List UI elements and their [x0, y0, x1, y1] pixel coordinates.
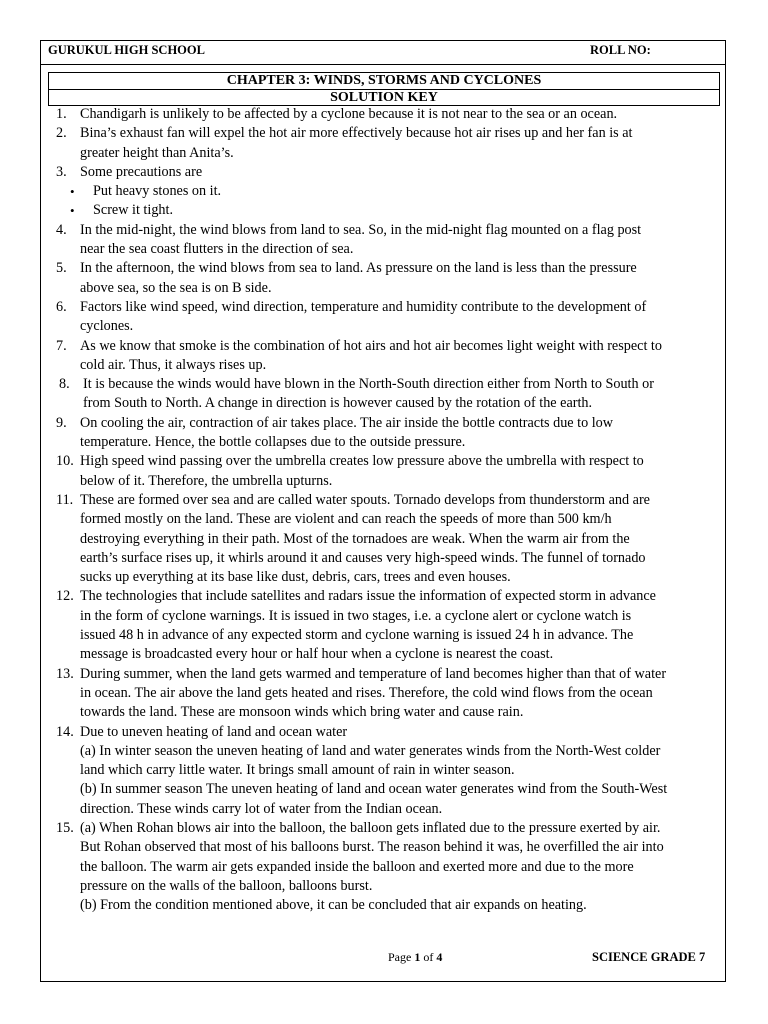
item-line: greater height than Anita’s.: [80, 144, 234, 161]
item-line: The technologies that include satellites and radars issue the information of expected storm in advance: [80, 588, 656, 605]
item-line: above sea, so the sea is on B side.: [80, 279, 272, 296]
page-of: of: [420, 950, 437, 964]
item-line: These are formed over sea and are called water spouts. Tornado develops from thunderstorm and are: [80, 491, 650, 508]
item-number: 6.: [56, 298, 67, 315]
header-divider: [40, 64, 726, 65]
item-line: Chandigarh is unlikely to be affected by a cyclone because it is not near to the sea or an ocean.: [80, 106, 618, 122]
item-line: near the sea coast flutters in the direction of sea.: [80, 241, 354, 258]
item-line: High speed wind passing over the umbrella creates low pressure above the umbrella with respect to: [80, 453, 644, 470]
item-line: in ocean. The air above the land gets heated and rises. Therefore, the cold wind flows from the ocean: [80, 684, 653, 701]
item-line: issued 48 h in advance of any expected storm and cyclone warning is issued 24 h in advance. The: [80, 627, 634, 644]
item-line: cyclones.: [80, 318, 134, 335]
item-number: 8.: [59, 376, 70, 393]
roll-number-label: ROLL NO:: [590, 43, 651, 57]
item-line: pressure on the walls of the balloon, balloons burst.: [80, 877, 373, 894]
item-line: sucks up everything at its base like dust, debris, cars, trees and even houses.: [80, 569, 511, 586]
item-line: In the afternoon, the wind blows from sea to land. As pressure on the land is less than the pressure: [80, 260, 637, 277]
item-number: 3.: [56, 163, 67, 180]
item-number: 1.: [56, 106, 67, 122]
item-line: Due to uneven heating of land and ocean water: [80, 723, 348, 740]
item-number: 12.: [56, 588, 74, 605]
item-line: message is broadcasted every hour or half hour when a cyclone is nearest the coast.: [80, 646, 554, 663]
item-number: 15.: [56, 819, 74, 836]
answer-item: [56, 105, 720, 124]
bullet-icon: •: [70, 203, 75, 219]
item-line: in the form of cyclone warnings. It is issued in two stages, i.e. a cyclone alert or cyclone watch is: [80, 607, 632, 624]
item-line: towards the land. These are monsoon winds which bring water and cause rain.: [80, 704, 524, 721]
item-line: temperature. Hence, the bottle collapses due to the outside pressure.: [80, 434, 466, 451]
answer-item: [56, 819, 720, 915]
item-line: (b) From the condition mentioned above, it can be concluded that air expands on heating.: [80, 897, 587, 914]
solution-key-heading: SOLUTION KEY: [49, 89, 719, 106]
title-box: [48, 72, 720, 106]
item-line: (a) In winter season the uneven heating of land and water generates winds from the North-West colder: [80, 742, 661, 759]
answer-item: [56, 665, 720, 723]
item-number: 11.: [56, 491, 74, 508]
chapter-title: CHAPTER 3: WINDS, STORMS AND CYCLONES: [226, 73, 542, 88]
item-line: Bina’s exhaust fan will expel the hot air more effectively because hot air rises up and her fan is at: [80, 125, 633, 142]
item-number: 4.: [56, 221, 67, 238]
page-header: [48, 43, 718, 63]
item-line: destroying everything in their path. Most of the tornadoes are weak. When the warm air from the: [80, 530, 630, 547]
answer-item: [56, 587, 720, 664]
item-number: 9.: [56, 414, 67, 431]
bullet-text: Screw it tight.: [93, 202, 173, 219]
item-line: In the mid-night, the wind blows from land to sea. So, in the mid-night flag mounted on a flag post: [80, 221, 642, 238]
answer-item: [56, 723, 720, 819]
item-line: the balloon. The warm air gets expanded inside the balloon and exerted more and due to the more: [80, 858, 634, 875]
item-line: Factors like wind speed, wind direction, temperature and humidity contribute to the development of: [80, 298, 647, 315]
item-line: During summer, when the land gets warmed and temperature of land becomes higher than that of water: [80, 665, 667, 682]
answer-item: [56, 375, 720, 414]
item-line: land which carry little water. It brings small amount of rain in winter season.: [80, 762, 515, 779]
page-indicator: [388, 950, 442, 965]
bullet-item: [56, 182, 720, 201]
item-number: 5.: [56, 260, 67, 277]
item-line: It is because the winds would have blown in the North-South direction either from North to South or: [83, 376, 654, 393]
answer-item: [56, 452, 720, 491]
answer-item: [56, 491, 720, 587]
item-line: (b) In summer season The uneven heating of land and ocean water generates wind from the South-West: [80, 781, 668, 798]
subject-grade: SCIENCE GRADE 7: [592, 950, 706, 964]
item-line: direction. These winds carry lot of water from the Indian ocean.: [80, 800, 443, 817]
item-line: earth’s surface rises up, it whirls around it and causes very high-speed winds. The funnel of tornado: [80, 549, 646, 566]
page-total: 4: [436, 950, 443, 964]
answer-list: [56, 105, 720, 915]
answer-item: [56, 414, 720, 453]
item-number: 14.: [56, 723, 74, 740]
bullet-icon: •: [70, 184, 75, 200]
answer-item: [56, 259, 720, 298]
bullet-item: [56, 201, 720, 220]
item-number: 2.: [56, 125, 67, 142]
item-number: 10.: [56, 453, 74, 470]
item-line: (a) When Rohan blows air into the balloon, the balloon gets inflated due to the pressure exerted by air.: [80, 819, 661, 836]
answer-item: [56, 337, 720, 376]
answer-item: [56, 221, 720, 260]
item-line: Some precautions are: [80, 163, 203, 180]
item-number: 13.: [56, 665, 74, 682]
answer-item: [56, 298, 720, 337]
item-line: On cooling the air, contraction of air takes place. The air inside the bottle contracts due to low: [80, 414, 613, 431]
answer-item: [56, 163, 720, 182]
page-prefix: Page: [388, 950, 415, 964]
item-line: cold air. Thus, it always rises up.: [80, 356, 267, 373]
answer-item: [56, 124, 720, 163]
item-line: But Rohan observed that most of his balloons burst. The reason behind it was, he overfilled the air into: [80, 839, 664, 856]
item-line: formed mostly on the land. These are violent and can reach the speeds of more than 500 km/h: [80, 511, 612, 528]
item-line: below of it. Therefore, the umbrella upturns.: [80, 472, 333, 489]
item-number: 7.: [56, 337, 67, 354]
item-line: As we know that smoke is the combination of hot airs and hot air becomes light weight with respect to: [80, 337, 662, 354]
school-name: GURUKUL HIGH SCHOOL: [48, 43, 205, 57]
page-number: 1: [414, 950, 421, 964]
item-line: from South to North. A change in direction is however caused by the rotation of the earth.: [83, 395, 593, 412]
bullet-text: Put heavy stones on it.: [93, 183, 222, 200]
